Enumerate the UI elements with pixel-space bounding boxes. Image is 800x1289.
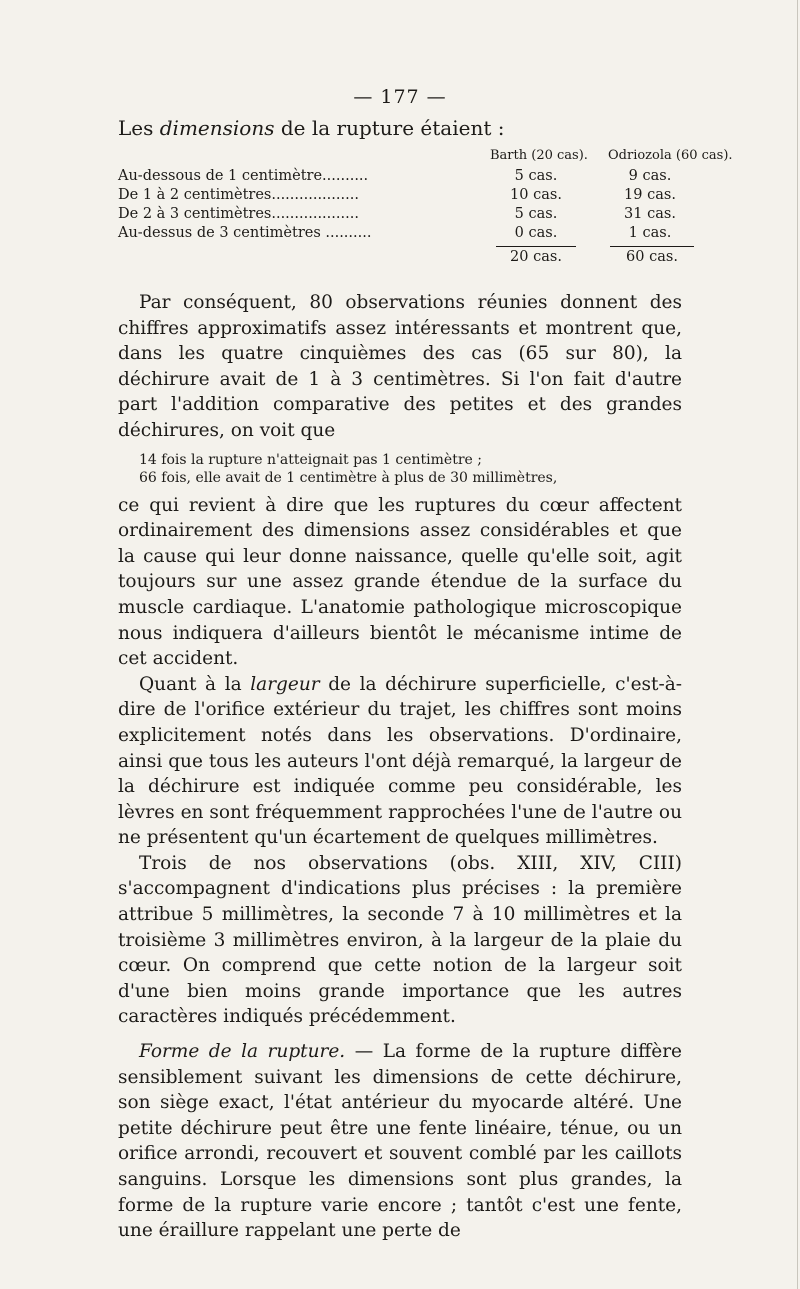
cell-odriozola: 31 cas. [624,206,676,222]
row-label: Au-dessus de 3 centimètres .......... [118,225,372,241]
p3-prefix: Quant à la [139,673,251,695]
cell-barth: 0 cas. [514,225,558,241]
cell-odriozola: 9 cas. [628,168,672,184]
intro-line [118,116,504,140]
page-number: — 177 — [353,86,447,108]
small-line-1: 14 fois la rupture n'atteignait pas 1 centimètre ; [139,451,482,468]
cell-odriozola: 1 cas. [628,225,672,241]
paragraph-5 [118,1039,682,1244]
table-row [118,225,698,244]
small-line-2: 66 fois, elle avait de 1 centimètre à plus de 30 millimètres, [139,470,558,487]
page-edge-line [797,0,798,1289]
small-list [118,451,682,488]
cell-barth: 5 cas. [514,168,558,184]
intro-prefix: Les [118,116,160,140]
row-label: De 1 à 2 centimètres................... [118,187,359,203]
paragraph-4: Trois de nos observations (obs. XIII, XIV, CIII) s'accompagnent d'indications plus précises : la première attribue 5 millimètres, la seconde 7 à 10 millimètres et la troisième 3 millimètres environ, à la largeur de la plaie du cœur. On comprend que cette notion de la largeur soit d'une bien moins grande importance que les autres caractères indiqués précédemment. [118,852,682,1028]
p3-italic: largeur [250,673,320,695]
table-row [118,187,698,206]
intro-italic: dimensions [159,116,275,140]
p5-suffix: — La forme de la rupture diffère sensiblement suivant les dimensions de cette déchirure, son siège exact, l'état antérieur du myocarde altéré. Une petite déchirure peut être une fente linéaire, ténue, ou un orifice arrondi, recouvert et souvent comblé par les caillots sanguins. Lorsque les dimensions sont plus grandes, la forme de la rupture varie encore ; tantôt c'est une fente, une éraillure rappelant une perte de [118,1041,682,1242]
paragraph-1: Par conséquent, 80 observations réunies donnent des chiffres approximatifs assez intéressants et montrent que, dans les quatre cinquièmes des cas (65 sur 80), la déchirure avait de 1 à 3 centimètres. Si l'on fait d'autre part l'addition comparative des petites et des grandes déchirures, on voit que [118,292,682,441]
cell-barth: 10 cas. [510,187,562,203]
body-text [118,290,682,1244]
table-row [118,168,698,187]
p5-italic: Forme de la rupture. [139,1041,346,1063]
header-odriozola: Odriozola (60 cas). [608,148,733,163]
table-header-row [118,148,733,168]
cell-barth: 5 cas. [514,206,558,222]
dimensions-table [118,148,733,265]
p3-suffix: de la déchirure superficielle, c'est-à-dire de l'orifice extérieur du trajet, les chiffres sont moins explicitement notés dans les observations. D'ordinaire, ainsi que tous les auteurs l'ont déjà remarqué, la largeur de la déchirure est indiquée comme peu considérable, les lèvres en sont fréquemment rapprochées l'une de l'autre ou ne présentent qu'un écartement de quelques millimètres. [118,673,682,849]
total-odriozola: 60 cas. [610,246,694,265]
intro-suffix: de la rupture étaient : [274,116,505,140]
header-barth: Barth (20 cas). [490,148,588,163]
row-label: Au-dessous de 1 centimètre.......... [118,168,369,184]
cell-odriozola: 19 cas. [624,187,676,203]
paragraph-2: ce qui revient à dire que les ruptures du cœur affectent ordinairement des dimensions assez considérables et que la cause qui leur donne naissance, quelle qu'elle soit, agit toujours sur une assez grande étendue de la surface du muscle cardiaque. L'anatomie pathologique microscopique nous indiquera d'ailleurs bientôt le mécanisme intime de cet accident. [118,494,682,670]
total-barth: 20 cas. [496,246,576,265]
paragraph-3 [118,672,682,851]
table-row [118,206,698,225]
row-label: De 2 à 3 centimètres................... [118,206,359,222]
table-totals-row [118,246,698,265]
